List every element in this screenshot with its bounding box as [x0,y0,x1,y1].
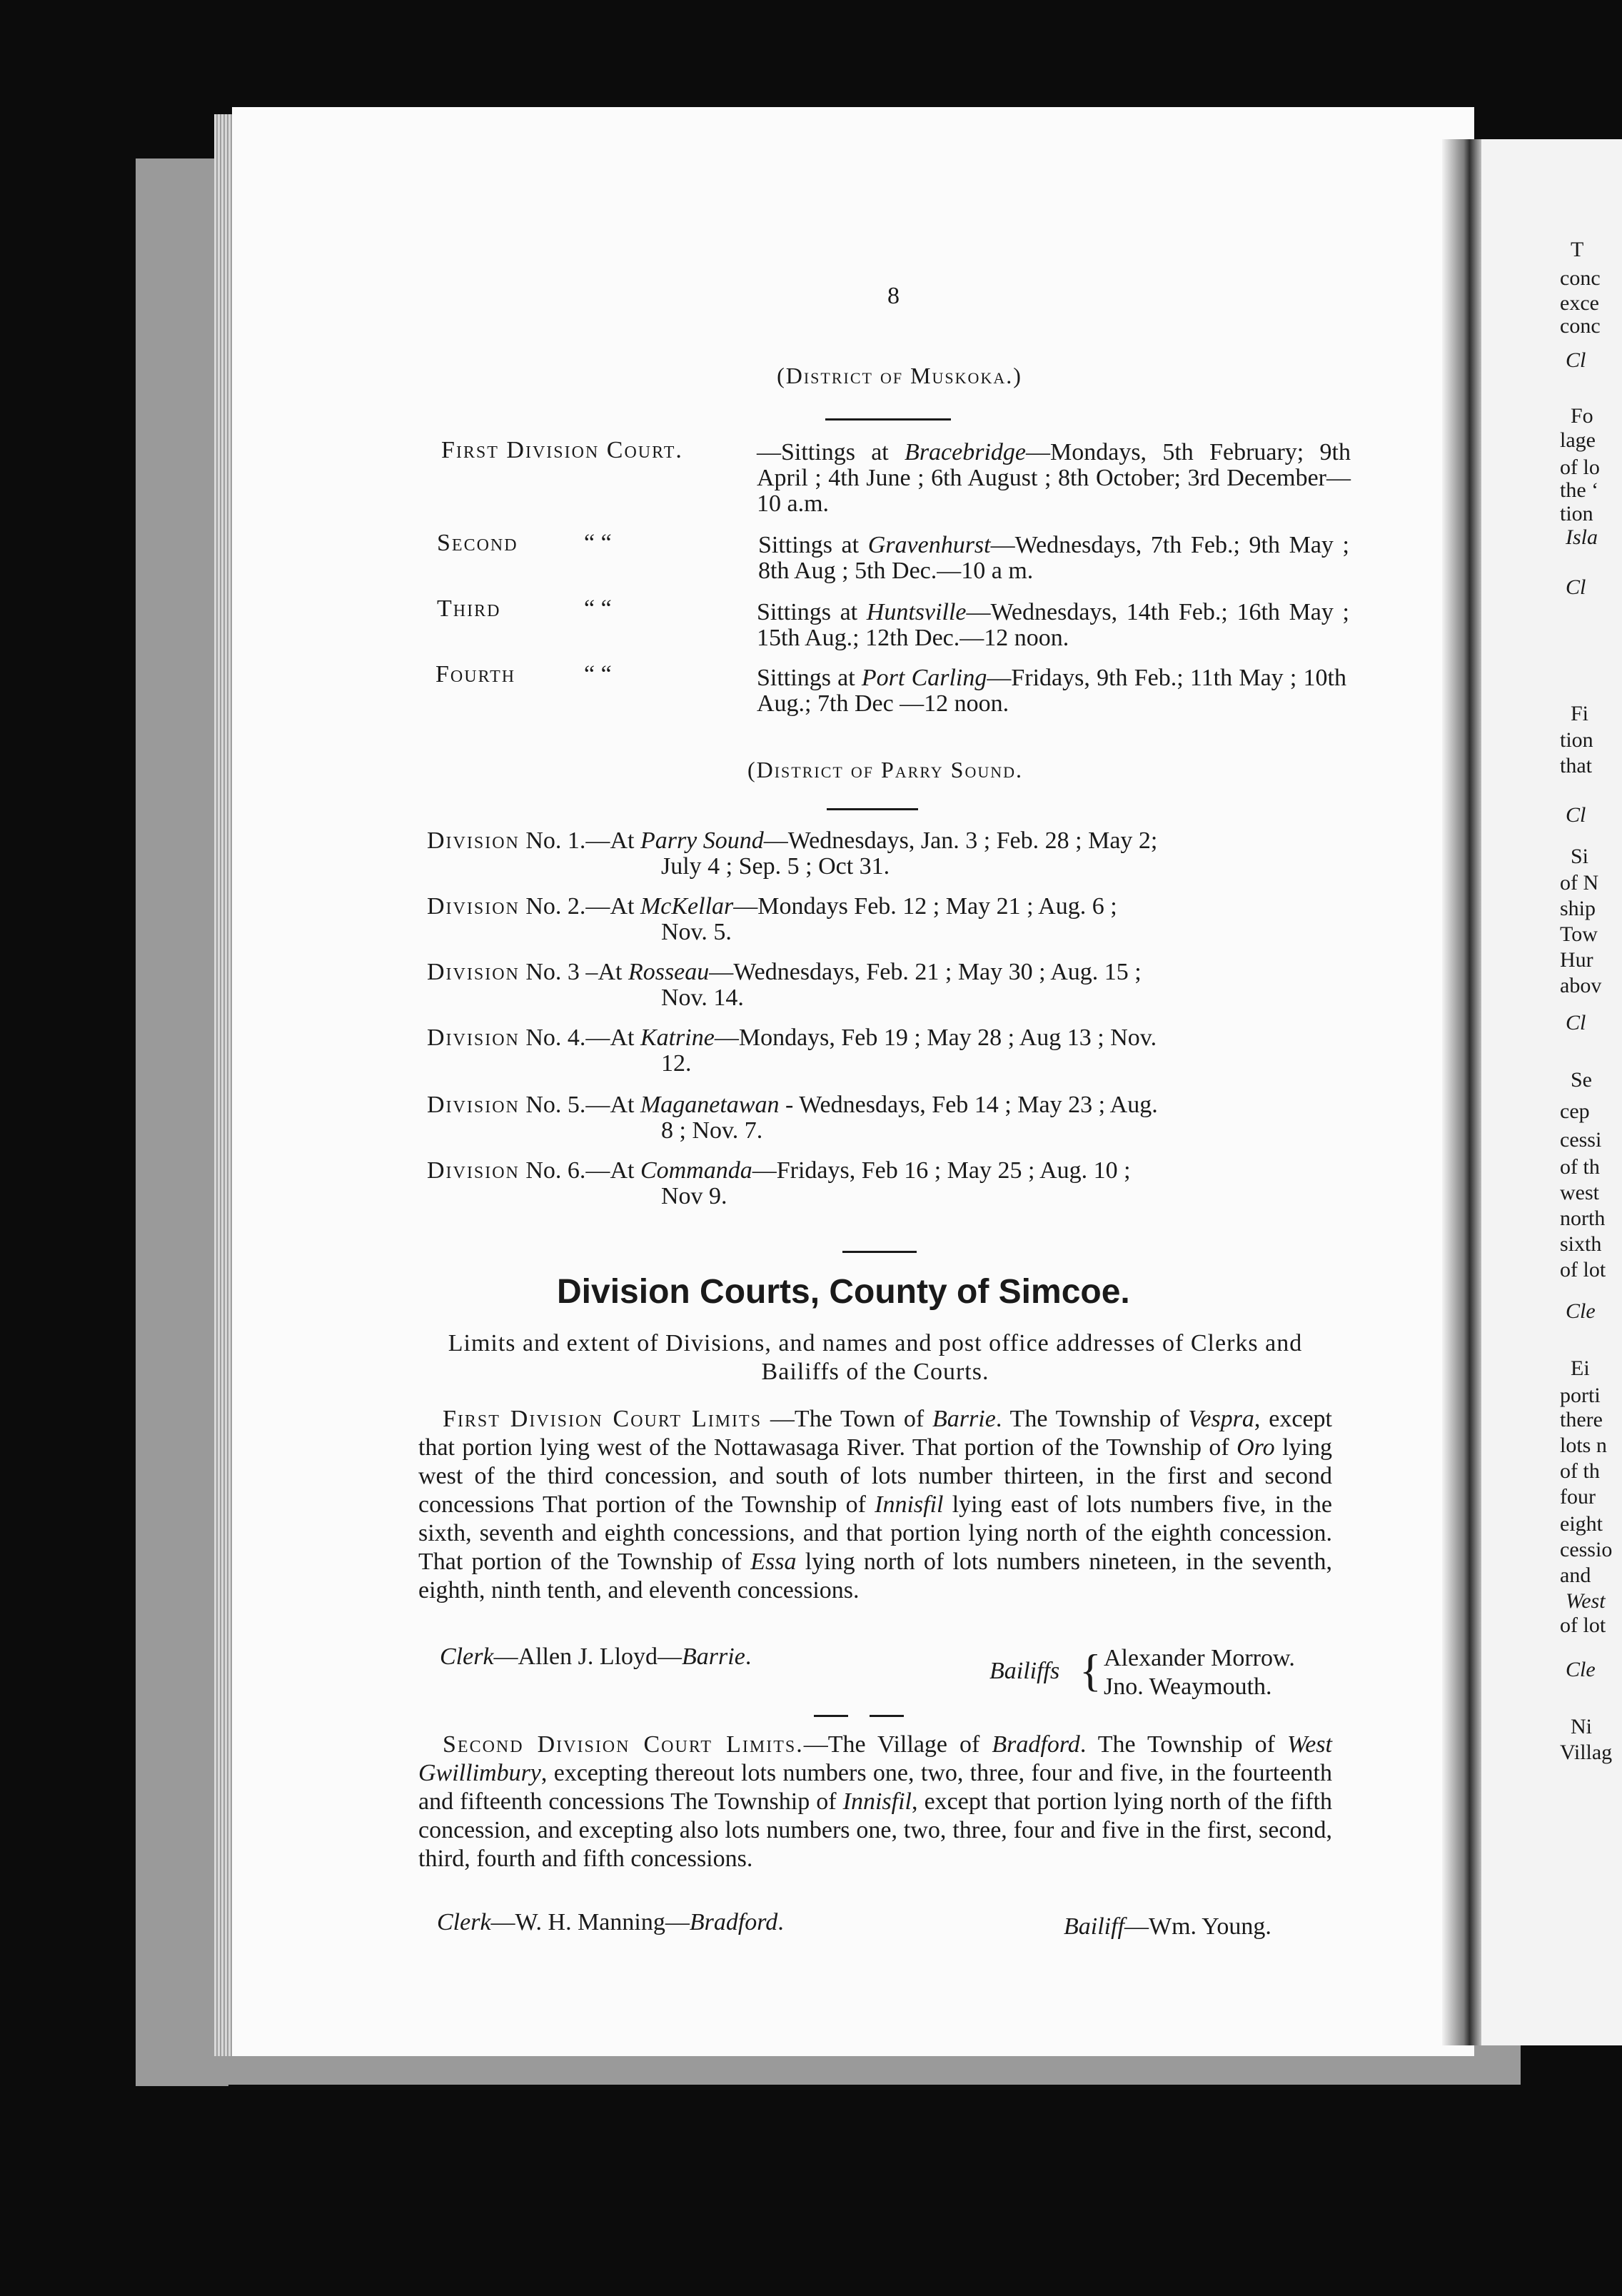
second-division-bailiff: Bailiff—Wm. Young. [1064,1913,1271,1940]
bailiff-1: Alexander Morrow. [1104,1645,1295,1671]
parry-sound-rule [827,808,918,810]
muskoka-court-entry-4: Sittings at Port Carling—Fridays, 9th Feb.; 11th May ; 10th Aug.; 7th Dec —12 noon. [757,665,1346,717]
right-page-fragment: West [1566,1589,1606,1613]
division-number: No. 1.— [525,827,610,854]
division-text: At Rosseau—Wednesdays, Feb. 21 ; May 30 ; Aug. 15 ; [598,959,1142,985]
right-page-fragment: Cle [1566,1658,1596,1681]
right-page-fragment: conc [1560,266,1601,290]
right-page-fragment: there [1560,1408,1603,1431]
double-rule-left [814,1715,848,1717]
division-label: Division [427,827,520,854]
division-text: At Parry Sound—Wednesdays, Jan. 3 ; Feb. 28 ; May 2; [610,827,1158,854]
parry-division-6 [427,1158,1348,1209]
second-division-clerk: Clerk—W. H. Manning—Bradford. [437,1909,784,1935]
right-page-fragment: Isla [1566,525,1598,549]
simcoe-heading: Division Courts, County of Simcoe. [557,1273,1130,1311]
right-page-fragment: conc [1560,314,1601,338]
first-division-lead: First Division Court Limits [443,1406,762,1432]
division-label: Division [427,1024,520,1051]
muskoka-court-entry-3: Sittings at Huntsville—Wednesdays, 14th Feb.; 16th May ; 15th Aug.; 12th Dec.—12 noon. [757,599,1349,651]
first-division-clerk: Clerk—Allen J. Lloyd—Barrie. [440,1643,752,1670]
right-page-fragment: T [1571,238,1584,261]
right-page [1481,139,1622,2045]
page-number: 8 [887,283,900,309]
second-division-text: —The Village of Bradford. The Township of West Gwillimbury, excepting thereout lots numbers one, two, three, four and five, in the fourteenth and fifteenth concessions The Township of Innisfil, except that portion lying north of the fifth concession, and excepting also lots numbers one, two, three, four and five in the first, second, third, fourth and fifth concessions. [418,1731,1333,1872]
right-page-fragment: Cle [1566,1299,1596,1323]
parry-division-2 [427,894,1348,945]
right-page-fragment: of N [1560,871,1599,895]
muskoka-court-label-3: Third [437,595,501,622]
double-rule-right [870,1715,904,1717]
muskoka-court-label-1: First Division Court. [441,437,683,463]
right-page-fragment: sixth [1560,1232,1602,1256]
division-label: Division [427,893,520,920]
parry-division-5 [427,1092,1348,1144]
division-text-cont: Nov 9. [661,1183,727,1209]
right-page-fragment: Cl [1566,1011,1586,1034]
right-page-fragment: Cl [1566,348,1586,372]
muskoka-ditto-4: “ “ [584,661,612,688]
right-page-fragment: Hur [1560,948,1593,972]
right-page-fragment: tion [1560,502,1593,525]
division-label: Division [427,1157,520,1184]
muskoka-ditto-2: “ “ [584,530,612,556]
right-page-fragment: of th [1560,1459,1600,1483]
division-text: At McKellar—Mondays Feb. 12 ; May 21 ; Aug. 6 ; [610,893,1117,920]
book-gutter [1442,139,1481,2045]
right-page-fragment: and [1560,1564,1591,1587]
right-page-fragment: four [1560,1485,1596,1509]
division-number: No. 4.— [525,1024,610,1051]
right-page-fragment: lots n [1560,1434,1607,1457]
division-text-cont: 8 ; Nov. 7. [661,1117,763,1144]
parry-division-4 [427,1025,1348,1077]
right-page-fragment: porti [1560,1384,1601,1407]
right-page-fragment: exce [1560,291,1599,315]
right-page-fragment: west [1560,1181,1599,1204]
right-page-fragment: Cl [1566,803,1586,827]
first-division-limits [418,1405,1332,1605]
right-page-fragment: Fi [1571,702,1589,725]
division-number: No. 5.— [525,1092,610,1118]
right-page-fragment: Si [1571,845,1589,868]
division-text-cont: 12. [661,1050,692,1077]
right-page-fragment: Villag [1560,1741,1613,1764]
muskoka-court-label-4: Fourth [435,661,516,688]
division-text: At Maganetawan - Wednesdays, Feb 14 ; May 23 ; Aug. [610,1092,1158,1118]
division-text-cont: July 4 ; Sep. 5 ; Oct 31. [661,853,890,880]
muskoka-court-label-2: Second [437,530,518,556]
bailiff-2: Jno. Weaymouth. [1104,1673,1272,1700]
division-text: At Katrine—Mondays, Feb 19 ; May 28 ; Aug 13 ; Nov. [610,1024,1157,1051]
bailiffs-brace: { [1079,1645,1102,1696]
right-page-fragment: Se [1571,1068,1592,1092]
right-page-fragment: Tow [1560,922,1598,946]
right-page-fragment: lage [1560,428,1596,452]
right-page-fragment: Ei [1571,1356,1590,1380]
parry-sound-title: (District of Parry Sound. [747,757,1024,782]
muskoka-rule [825,418,951,421]
division-number: No. 6.— [525,1157,610,1184]
right-page-fragment: the ‘ [1560,478,1599,502]
right-page-fragment: Ni [1571,1715,1592,1738]
second-division-lead: Second Division Court Limits. [443,1731,804,1758]
division-label: Division [427,959,520,985]
muskoka-court-entry-2: Sittings at Gravenhurst—Wednesdays, 7th Feb.; 9th May ; 8th Aug ; 5th Dec.—10 a m. [758,532,1349,584]
muskoka-title: (District of Muskoka.) [777,363,1022,388]
bailiffs-label: Bailiffs [989,1658,1060,1684]
division-text-cont: Nov. 5. [661,919,732,945]
first-division-text: —The Town of Barrie. The Township of Vespra, except that portion lying west of the Nottawasaga River. That portion of the Township of Oro lying west of the third concession, and south of lots number thirteen, in the first and second concessions That portion of the Township of Innisfil lying east of lots numbers five, in the sixth, seventh and eighth concessions, and that portion lying north of the eighth concession. That portion of the Township of Essa lying north of lots numbers nineteen, in the seventh, eighth, ninth tenth, and eleventh concessions. [418,1406,1333,1603]
right-page-fragment: north [1560,1207,1606,1230]
right-page-fragment: cep [1560,1099,1590,1123]
simcoe-subheading: Limits and extent of Divisions, and names and post office addresses of Clerks and Bailiffs of the Courts. [448,1330,1303,1385]
parry-division-3 [427,960,1348,1011]
right-page-fragment: ship [1560,897,1596,920]
second-division-limits [418,1731,1332,1873]
right-page-fragment: of th [1560,1155,1600,1179]
right-page-fragment: eight [1560,1512,1603,1536]
right-page-fragment: of lot [1560,1613,1606,1637]
section-rule [842,1251,917,1253]
right-page-fragment: tion [1560,728,1593,752]
muskoka-ditto-3: “ “ [584,595,612,622]
right-page-fragment: that [1560,754,1592,777]
right-page-fragment: of lot [1560,1258,1606,1282]
division-text-cont: Nov. 14. [661,985,744,1011]
right-page-fragment: cessio [1560,1538,1613,1561]
parry-division-1 [427,828,1348,880]
right-page-fragment: of lo [1560,455,1600,479]
division-number: No. 2.— [525,893,610,920]
right-page-fragment: cessi [1560,1128,1602,1152]
division-number: No. 3 – [525,959,598,985]
division-text: At Commanda—Fridays, Feb 16 ; May 25 ; Aug. 10 ; [610,1157,1131,1184]
muskoka-court-entry-1: —Sittings at Bracebridge—Mondays, 5th February; 9th April ; 4th June ; 6th August ; 8th October; 3rd December—10 a.m. [757,439,1351,517]
division-label: Division [427,1092,520,1118]
right-page-fragment: Cl [1566,575,1586,599]
right-page-fragment: Fo [1571,404,1593,428]
right-page-fragment: abov [1560,974,1602,997]
